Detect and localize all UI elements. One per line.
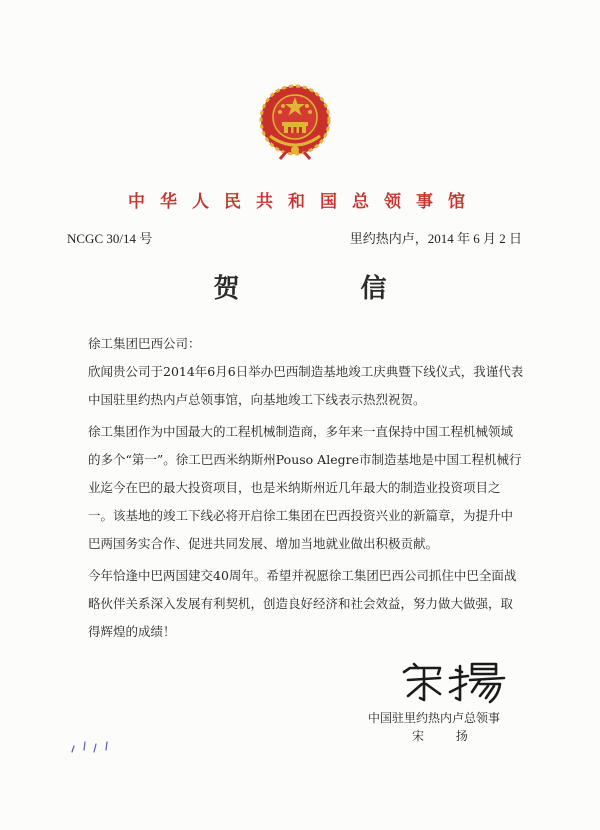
salutation: 徐工集团巴西公司： xyxy=(88,336,201,351)
consulate-name: 中华人民共和国总领事馆 xyxy=(128,192,480,212)
signatory-name: 宋 扬 xyxy=(412,729,482,743)
handwritten-signature xyxy=(400,658,510,704)
pen-marks xyxy=(62,736,126,756)
reference-number: NCGC 30/14 号 xyxy=(67,231,153,246)
national-emblem-icon xyxy=(256,84,334,160)
paragraph-3: 今年恰逢中巴两国建交40周年。希望并祝愿徐工集团巴西公司抓住中巴全面战略伙伴关系深入发展有利契机，创造良好经济和社会效益，努力做大做强，取得辉煌的成绩！ xyxy=(88,568,517,639)
signatory-title: 中国驻里约热内卢总领事 xyxy=(368,711,501,725)
paragraph-2: 徐工集团作为中国最大的工程机械制造商，多年来一直保持中国工程机械领域的多个“第一”。徐工巴西米纳斯州Pouso Alegre市制造基地是中国工程机械行业迄今在巴的最大投资项目，也是米纳斯州近几年最大的制造业投资项目之一。该基地的竣工下线必将开启徐工集团在巴西投资兴业的新篇章，为提升中巴两国务实合作、促进共同发展、增加当地就业做出积极贡献。 xyxy=(88,424,522,551)
letter-title: 贺 信 xyxy=(213,274,443,304)
letter-body xyxy=(88,330,524,646)
paragraph-1: 欣闻贵公司于2014年6月6日举办巴西制造基地竣工庆典暨下线仪式，我谨代表中国驻里约热内卢总领事馆，向基地竣工下线表示热烈祝贺。 xyxy=(88,364,524,407)
letter-date: 里约热内卢，2014 年 6 月 2 日 xyxy=(349,231,522,246)
